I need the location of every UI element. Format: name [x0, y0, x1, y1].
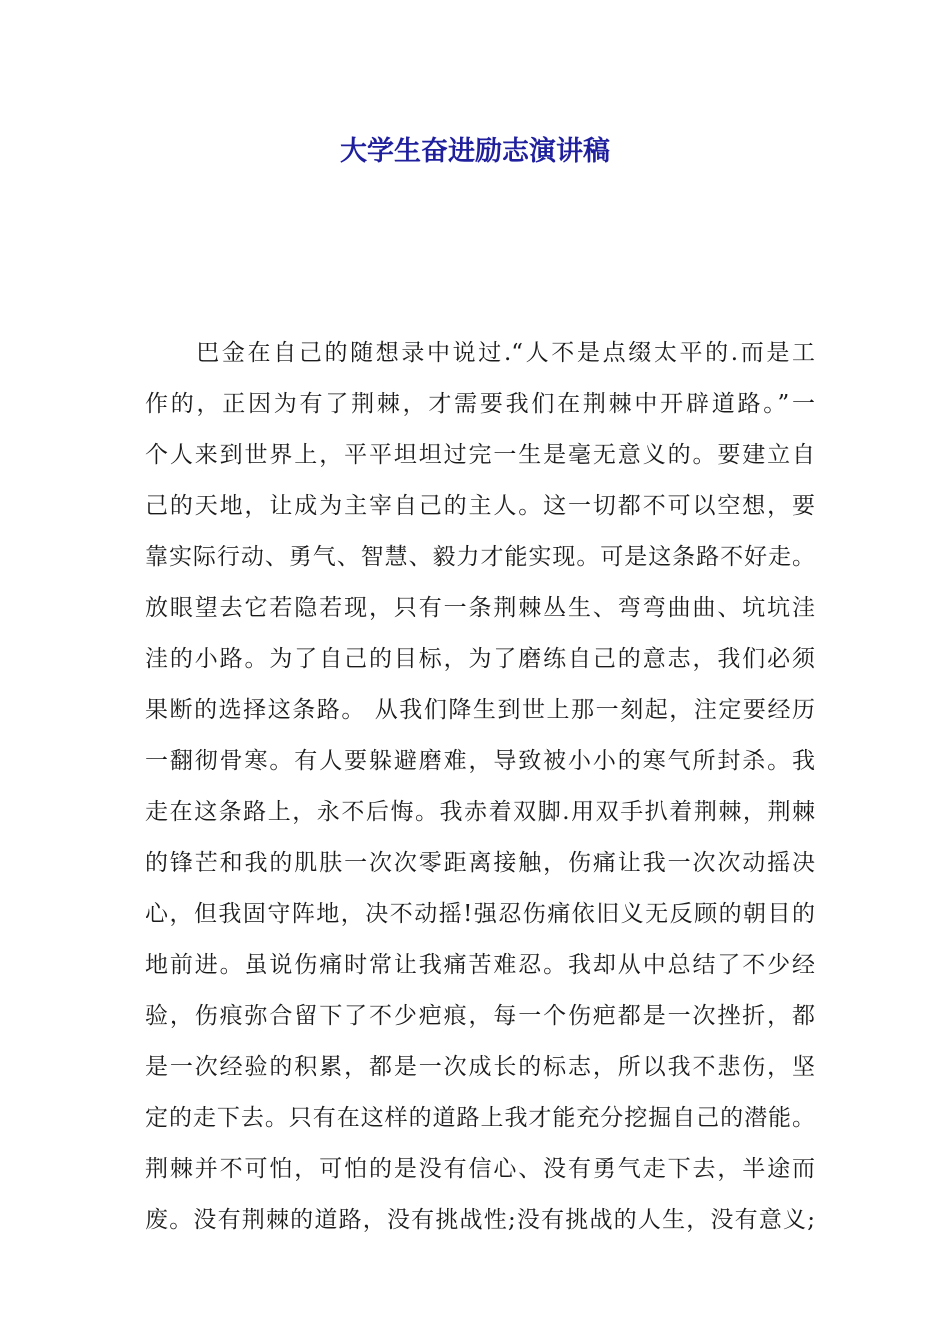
text-line: 荆棘并不可怕，可怕的是没有信心、没有勇气走下去，半途而 [145, 1156, 815, 1182]
text-line: 果断的选择这条路。 从我们降生到世上那一刻起，注定要经历 [145, 697, 815, 723]
text-line: 走在这条路上，永不后悔。我赤着双脚.用双手扒着荆棘，荆棘 [145, 799, 815, 825]
text-line: 废。没有荆棘的道路，没有挑战性;没有挑战的人生，没有意义; [145, 1207, 815, 1233]
text-line: 地前进。虽说伤痛时常让我痛苦难忍。我却从中总结了不少经 [145, 952, 815, 978]
text-line: 放眼望去它若隐若现，只有一条荆棘丛生、弯弯曲曲、坑坑洼 [145, 595, 815, 621]
text-line: 己的天地，让成为主宰自己的主人。这一切都不可以空想，要 [145, 493, 815, 519]
text-line: 个人来到世界上，平平坦坦过完一生是毫无意义的。要建立自 [145, 442, 815, 468]
text-line: 验，伤痕弥合留下了不少疤痕，每一个伤疤都是一次挫折，都 [145, 1003, 815, 1029]
text-line: 洼的小路。为了自己的目标，为了磨练自己的意志，我们必须 [145, 646, 815, 672]
text-line: 靠实际行动、勇气、智慧、毅力才能实现。可是这条路不好走。 [145, 544, 815, 570]
text-line: 巴金在自己的随想录中说过.“人不是点缀太平的.而是工 [145, 340, 815, 366]
text-line: 心，但我固守阵地，决不动摇!强忍伤痛依旧义无反顾的朝目的 [145, 901, 815, 927]
document-title: 大学生奋进励志演讲稿 [340, 136, 610, 167]
text-line: 定的走下去。只有在这样的道路上我才能充分挖掘自己的潜能。 [145, 1105, 815, 1131]
text-line: 是一次经验的积累，都是一次成长的标志，所以我不悲伤，坚 [145, 1054, 815, 1080]
text-line: 的锋芒和我的肌肤一次次零距离接触，伤痛让我一次次动摇决 [145, 850, 815, 876]
text-line: 作的，正因为有了荆棘，才需要我们在荆棘中开辟道路。”一 [145, 391, 815, 417]
body-text [145, 328, 815, 1246]
text-line: 一翻彻骨寒。有人要躲避磨难，导致被小小的寒气所封杀。我 [145, 748, 815, 774]
